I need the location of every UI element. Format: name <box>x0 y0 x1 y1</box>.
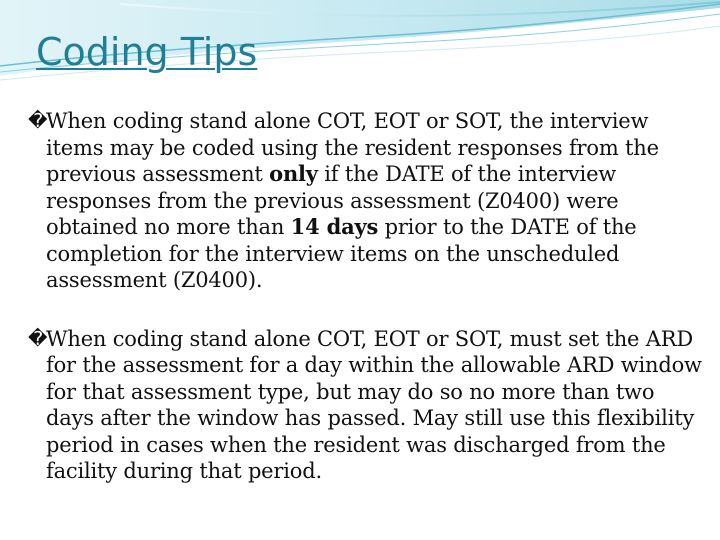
bullet-text: When coding stand alone COT, EOT or SOT, the interview items may be coded using the resident responses from the previous assessment <box>46 109 659 186</box>
bullet-text: prior to the DATE of the completion for the interview items on the unscheduled assessment (Z0400). <box>46 215 637 292</box>
bullet-text: if the DATE of the interview responses from the previous assessment (Z0400) were obtained no more than <box>46 162 619 239</box>
bullet-item <box>28 326 708 485</box>
bullet-list <box>28 108 708 485</box>
slide-title: Coding Tips <box>36 30 258 74</box>
bold-emphasis: only <box>269 161 318 186</box>
bold-emphasis: 14 days <box>290 214 379 239</box>
bullet-item <box>28 108 708 294</box>
bullet-icon: � <box>28 327 48 350</box>
bullet-text: When coding stand alone COT, EOT or SOT, must set the ARD for the assessment for a day within the allowable ARD window for that assessment type, but may do so no more than two days after the window has passed. May still use this flexibility period in cases when the resident was discharged from the facility during that period. <box>46 326 702 483</box>
bullet-icon: � <box>28 110 48 132</box>
